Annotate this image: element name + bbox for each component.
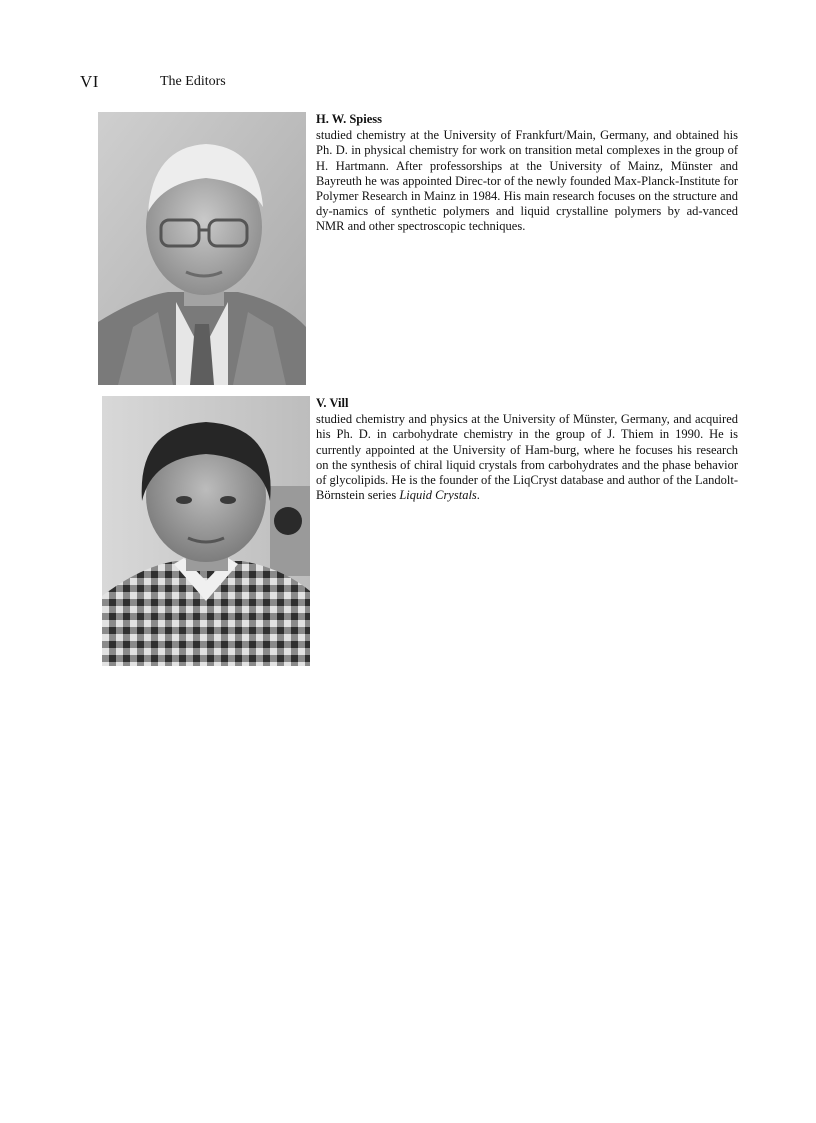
editor-name: H. W. Spiess	[316, 112, 383, 126]
bio-spiess	[316, 112, 738, 235]
editor-bio-text: studied chemistry at the University of Frankfurt/Main, Germany, and obtained his Ph. D. in physical chemistry for work on transition metal complexes in the group of H. Hartmann. After professorships at the University of Mainz, Münster and Bayreuth he was appointed Direc-tor of the newly founded Max-Planck-Institute for Polymer Research in Mainz in 1984. His main research focuses on the structure and dy-namics of synthetic polymers and liquid crystalline polymers by ad-vanced NMR and other spectroscopic techniques.	[316, 128, 738, 234]
running-head	[80, 72, 760, 94]
portrait-photo-spiess	[98, 112, 306, 385]
running-head-title: The Editors	[160, 74, 226, 89]
page-number: VI	[80, 72, 99, 91]
editor-entry-vill	[98, 396, 738, 668]
editor-name: V. Vill	[316, 396, 349, 410]
bio-text-end: .	[476, 488, 480, 503]
book-series-title: Liquid Crystals	[399, 488, 477, 503]
editor-entry-spiess	[98, 112, 738, 386]
bio-vill	[316, 396, 738, 503]
editor-bio-text	[316, 412, 738, 503]
bio-text-main: studied chemistry and physics at the University of Münster, Germany, and acquired his Ph. D. in carbohydrate chemistry in the group of J. Thiem in 1990. He is currently appointed at the University of Ham-burg, where he focuses his research on the synthesis of chiral liquid crystals from carbohydrates and the phase behavior of glycolipids. He is the founder of the LiqCryst database and author of the Landolt-Börnstein series	[316, 412, 738, 503]
portrait-photo-vill	[102, 396, 310, 666]
